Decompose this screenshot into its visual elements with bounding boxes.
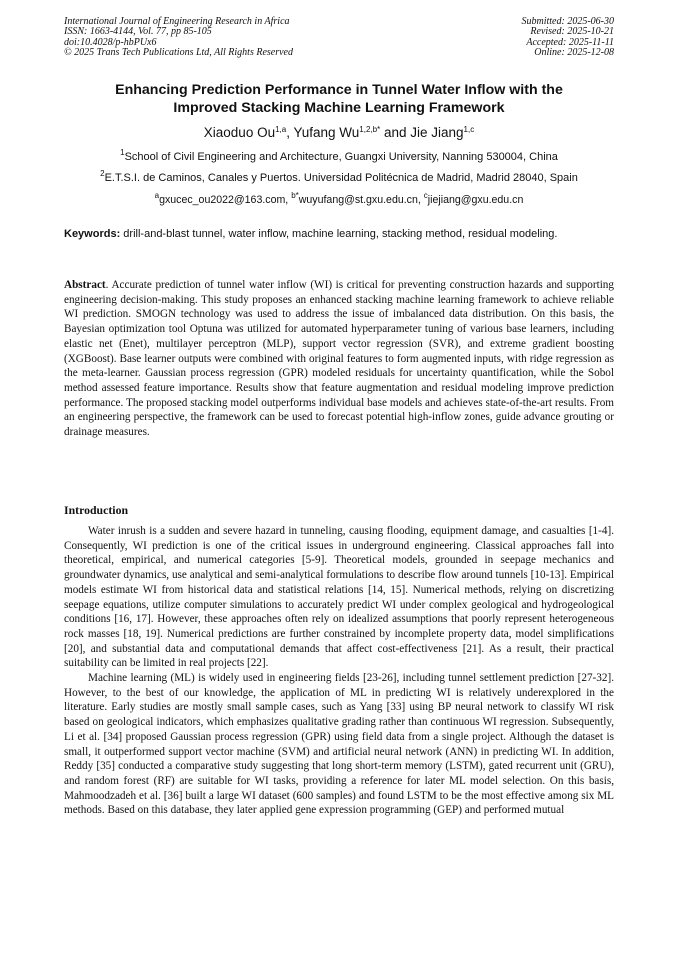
section-heading-introduction: Introduction	[64, 503, 129, 517]
journal-info	[64, 17, 293, 59]
author-separator: and	[380, 125, 411, 140]
affiliation-text: School of Civil Engineering and Architecture, Guangxi University, Nanning 530004, China	[124, 151, 558, 163]
paragraph: Machine learning (ML) is widely used in engineering fields [23-26], including tunnel settlement prediction [27-32]. However, to the best of our knowledge, the application of ML in predicting WI is relatively underexplored in the literature. Early studies are mostly small sample cases, such as Yang [33] using BP neural network to classify WI risk based on geological indicators, which emphasizes qualitative grading rather than continuous WI regression. Subsequently, Li et al. [34] proposed Gaussian process regression (GPR) using field data from a single project. Although the dataset is small, it outperformed support vector machine (SVM) and artificial neural network (ANN) in predicting WI. In addition, Reddy [35] conducted a comparative study suggesting that long short-term memory (LSTM), gated recurrent unit (GRU), and random forest (RF) are suitable for WI tasks, providing a reference for later ML model selection. On this basis, Mahmoodzadeh et al. [36] built a large WI dataset (600 samples) and found LSTM to be the most effective among six ML methods. Based on this database, they later applied gene expression programming (GEP) and performed mutual	[64, 672, 614, 817]
email-address[interactable]: gxucec_ou2022@163.com,	[159, 194, 292, 206]
author-name: Yufang Wu	[293, 125, 360, 140]
title-line-1: Enhancing Prediction Performance in Tunnel Water Inflow with the	[115, 82, 563, 98]
issn-volume: ISSN: 1663-4144, Vol. 77, pp 85-105	[64, 26, 212, 38]
email-mark: a	[154, 191, 160, 200]
email-mark: b*	[291, 191, 299, 200]
author-separator: ,	[286, 125, 294, 140]
email-mark: c	[423, 191, 428, 200]
affiliation-2	[40, 169, 638, 185]
keywords-label: Keywords:	[64, 228, 121, 240]
author-list	[40, 125, 638, 141]
paragraph: Water inrush is a sudden and severe hazard in tunneling, causing flooding, equipment damage, and casualties [1-4]. Consequently, WI prediction is one of the critical issues in underground engineering. Classical approaches fall into theoretical, empirical, and numerical categories [5-9]. Theoretical models, grounded in seepage mechanics and groundwater dynamics, use analytical and semi-analytical formulations to describe flow around tunnels [10-13]. Empirical models estimate WI from historical data and statistical relations [14, 15]. Numerical methods, relying on discretizing seepage equations, utilize computer simulations to accurately predict WI under complex geological and hydrogeological conditions [16, 17]. However, these approaches often rely on idealized assumptions that poorly represent heterogeneous rock masses [18, 19]. Numerical predictions are further constrained by incomplete property data, model simplifications [20], and substantial data and computational demands that affect cost-effectiveness [21]. As a result, their practical suitability can be limited in real projects [22].	[64, 525, 614, 670]
keywords	[64, 228, 614, 241]
abstract-text: . Accurate prediction of tunnel water inflow (WI) is critical for preventing construction hazards and supporting engineering decision-making. This study proposes an enhanced stacking machine learning framework to achieve reliable WI prediction. SMOGN technology was used to address the issue of imbalanced data distribution. On this basis, the Bayesian optimization tool Optuna was utilized for automated hyperparameter tuning of various base learners, including elastic net (Enet), multilayer perceptron (MLP), support vector regression (SVR), and extreme gradient boosting (XGBoost). Base learner outputs were combined with original features to form augmented inputs, with ridge regression as the meta-learner. Gaussian process regression (GPR) modeled residuals for uncertainty quantification, while the Sobol method assessed feature importance. Results show that feature augmentation and residual modeling improve prediction performance. The proposed stacking model outperforms individual base models and achieves state-of-the-art results. From an engineering perspective, the framework can be used to forecast potential high-inflow zones, guide advance grouting or drainage measures.	[64, 279, 614, 439]
doi[interactable]: doi:10.4028/p-hbPUx6	[64, 36, 157, 48]
affiliation-mark: 2	[100, 169, 105, 178]
publication-dates	[522, 17, 615, 59]
paper-title	[40, 82, 638, 117]
title-line-2: Improved Stacking Machine Learning Framework	[173, 99, 505, 116]
abstract-label: Abstract	[64, 279, 106, 291]
author-name: Jie Jiang	[410, 125, 464, 140]
affiliation-mark: 1	[120, 148, 125, 157]
author-affiliation-mark: 1,2,b*	[359, 125, 381, 134]
online-date: Online: 2025-12-08	[534, 47, 614, 59]
abstract	[64, 278, 614, 440]
copyright: © 2025 Trans Tech Publications Ltd, All Rights Reserved	[64, 47, 293, 59]
submitted-date: Submitted: 2025-06-30	[521, 16, 614, 27]
author-emails	[40, 191, 638, 207]
affiliation-1	[40, 148, 638, 164]
email-address[interactable]: jiejiang@gxu.edu.cn	[427, 194, 524, 206]
author-name: Xiaoduo Ou	[203, 125, 276, 140]
accepted-date: Accepted: 2025-11-11	[526, 36, 614, 48]
author-affiliation-mark: 1,a	[275, 125, 287, 134]
keywords-text: drill-and-blast tunnel, water inflow, machine learning, stacking method, residual modeling.	[120, 228, 558, 240]
email-address[interactable]: wuyufang@st.gxu.edu.cn,	[298, 194, 424, 206]
journal-name: International Journal of Engineering Research in Africa	[64, 16, 290, 27]
introduction-body	[64, 524, 614, 818]
affiliation-text: E.T.S.I. de Caminos, Canales y Puertos. Universidad Politécnica de Madrid, Madrid 28040, Spain	[104, 172, 578, 184]
revised-date: Revised: 2025-10-21	[530, 26, 614, 38]
author-affiliation-mark: 1,c	[463, 125, 475, 134]
